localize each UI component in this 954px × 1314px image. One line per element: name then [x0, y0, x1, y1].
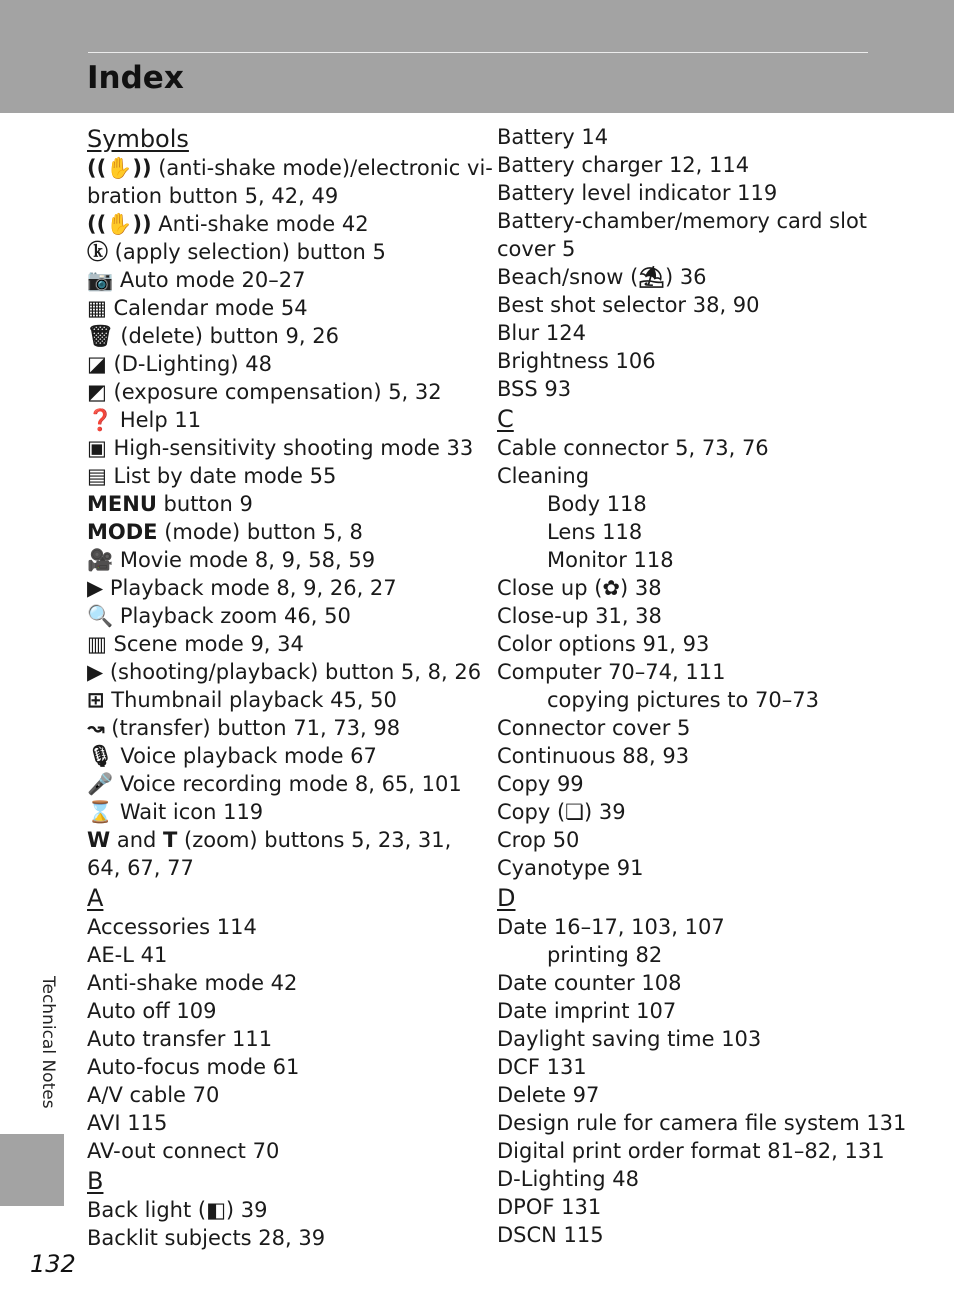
camera-symbol-icon: ◧ — [206, 1198, 226, 1222]
index-entry-text: Close-up 31, 38 — [497, 604, 662, 628]
camera-symbol-icon: 📷 — [87, 268, 114, 292]
camera-symbol-icon: ▶ — [87, 660, 104, 684]
index-entry — [497, 151, 937, 179]
camera-symbol-icon: ◩ — [87, 380, 107, 404]
index-entry-text: Calendar mode 54 — [106, 296, 308, 320]
camera-symbol-icon: ▤ — [87, 464, 107, 488]
index-entry — [497, 574, 937, 602]
index-entry — [87, 913, 472, 941]
index-column-right — [497, 123, 937, 1249]
index-entry-text: ) 39 — [583, 800, 626, 824]
index-entry-text: Date imprint 107 — [497, 999, 677, 1023]
index-entry — [497, 1221, 937, 1249]
index-entry — [87, 238, 472, 266]
index-entry-text: Cleaning — [497, 464, 590, 488]
index-entry-text: BSS 93 — [497, 377, 572, 401]
index-entry — [87, 1224, 472, 1252]
index-entry — [87, 630, 472, 658]
index-entry-text: Anti-shake mode 42 — [87, 971, 298, 995]
camera-symbol-icon: MENU — [87, 492, 157, 516]
index-entry — [497, 602, 937, 630]
index-entry-text: Playback mode 8, 9, 26, 27 — [103, 576, 397, 600]
index-entry-text: Voice playback mode 67 — [113, 744, 377, 768]
index-subentry — [497, 941, 937, 969]
camera-symbol-icon: ((✋)) — [87, 212, 152, 236]
index-entry-text: Cable connector 5, 73, 76 — [497, 436, 769, 460]
camera-symbol-icon: ❏ — [565, 800, 584, 824]
index-entry — [497, 1053, 937, 1081]
index-entry — [87, 658, 482, 686]
index-entry — [497, 291, 937, 319]
header-rule — [88, 52, 868, 53]
index-entry-text: Connector cover 5 — [497, 716, 691, 740]
index-entry — [87, 997, 472, 1025]
index-entry — [87, 1137, 472, 1165]
index-entry-text: Beach/snow ( — [497, 265, 639, 289]
index-entry-text: (shooting/playback) button 5, 8, 26 — [103, 660, 482, 684]
index-entry — [497, 826, 937, 854]
index-entry — [87, 714, 472, 742]
section-tab — [0, 1134, 64, 1206]
camera-symbol-icon: 🎤 — [87, 772, 114, 796]
index-entry — [497, 1081, 937, 1109]
index-entry-text: Thumbnail playback 45, 50 — [104, 688, 397, 712]
index-entry-text: A — [87, 884, 104, 912]
index-entry — [87, 378, 472, 406]
index-entry-text: High-sensitivity shooting mode 33 — [106, 436, 474, 460]
index-entry-text: (delete) button 9, 26 — [113, 324, 339, 348]
index-entry-text: Backlit subjects 28, 39 — [87, 1226, 326, 1250]
index-entry — [497, 658, 937, 686]
index-entry-text: Scene mode 9, 34 — [106, 632, 304, 656]
index-entry — [497, 1193, 937, 1221]
index-entry-text: Best shot selector 38, 90 — [497, 293, 760, 317]
index-entry — [87, 294, 472, 322]
index-entry — [87, 770, 472, 798]
index-entry — [497, 630, 937, 658]
index-entry — [497, 997, 937, 1025]
index-entry-text: 64, 67, 77 — [87, 856, 194, 880]
index-entry — [87, 434, 472, 462]
index-entry — [87, 854, 472, 882]
index-entry-text: Close up ( — [497, 576, 603, 600]
camera-symbol-icon: ↝ — [87, 716, 105, 740]
index-entry — [87, 602, 472, 630]
index-entry-text: Date counter 108 — [497, 971, 682, 995]
index-entry — [497, 1109, 937, 1137]
camera-symbol-icon: ▶ — [87, 576, 104, 600]
index-entry-text: ) 39 — [225, 1198, 268, 1222]
index-entry-text: C — [497, 405, 514, 433]
index-entry-text: Brightness 106 — [497, 349, 656, 373]
index-entry-text: Symbols — [87, 125, 189, 153]
index-entry-text: (mode) button 5, 8 — [157, 520, 363, 544]
index-entry — [87, 1109, 472, 1137]
index-entry — [497, 319, 937, 347]
index-entry-text: (anti-shake mode)/electronic vi- — [151, 156, 493, 180]
index-entry-text: Help 11 — [113, 408, 202, 432]
index-entry — [87, 266, 472, 294]
index-entry-text: Daylight saving time 103 — [497, 1027, 762, 1051]
index-entry-text: Continuous 88, 93 — [497, 744, 690, 768]
index-entry — [87, 1053, 472, 1081]
index-entry-text: copying pictures to 70–73 — [547, 688, 819, 712]
index-entry — [497, 770, 937, 798]
index-entry-text: D — [497, 884, 516, 912]
index-entry — [87, 462, 472, 490]
index-entry-text: (exposure compensation) 5, 32 — [106, 380, 442, 404]
index-entry — [87, 941, 472, 969]
camera-symbol-icon: ⓚ — [87, 240, 108, 264]
camera-symbol-icon: ⊞ — [87, 688, 105, 712]
index-entry-text: Date 16–17, 103, 107 — [497, 915, 725, 939]
index-entry-text: bration button 5, 42, 49 — [87, 184, 339, 208]
index-subentry — [497, 518, 937, 546]
camera-symbol-icon: ⛱ — [638, 265, 665, 289]
camera-symbol-icon: ❓ — [87, 408, 114, 432]
index-entry-text: Digital print order format 81–82, 131 — [497, 1139, 885, 1163]
index-letter-heading — [497, 403, 937, 434]
index-entry — [497, 434, 937, 462]
camera-symbol-icon: 🗑 — [87, 324, 114, 348]
index-entry-text: Copy 99 — [497, 772, 584, 796]
index-letter-heading — [497, 882, 937, 913]
index-entry — [497, 462, 937, 490]
index-letter-heading — [87, 882, 472, 913]
index-entry-text: DSCN 115 — [497, 1223, 604, 1247]
index-letter-heading — [87, 123, 472, 154]
camera-symbol-icon: 🎙 — [87, 744, 114, 768]
index-entry — [87, 686, 472, 714]
index-entry — [87, 574, 472, 602]
camera-symbol-icon: ▦ — [87, 296, 107, 320]
index-entry-text: and — [110, 828, 164, 852]
index-entry — [87, 546, 472, 574]
index-entry-text: (apply selection) button 5 — [108, 240, 386, 264]
camera-symbol-icon: ✿ — [602, 576, 620, 600]
index-entry-text: ) 36 — [664, 265, 707, 289]
index-entry-text: Accessories 114 — [87, 915, 257, 939]
index-entry-text: Movie mode 8, 9, 58, 59 — [113, 548, 376, 572]
index-entry — [87, 322, 472, 350]
index-entry — [87, 182, 472, 210]
index-entry-text: Color options 91, 93 — [497, 632, 710, 656]
index-entry-text: DCF 131 — [497, 1055, 587, 1079]
index-entry — [87, 350, 472, 378]
index-entry-text: Playback zoom 46, 50 — [113, 604, 351, 628]
index-subentry — [497, 546, 937, 574]
index-subentry — [497, 490, 937, 518]
index-entry-text: Anti-shake mode 42 — [151, 212, 369, 236]
index-entry-text: ) 38 — [620, 576, 662, 600]
index-entry — [497, 1137, 937, 1165]
camera-symbol-icon: 🔍 — [87, 604, 114, 628]
camera-symbol-icon: ▣ — [87, 436, 107, 460]
index-entry-text: Back light ( — [87, 1198, 207, 1222]
index-entry — [87, 969, 472, 997]
index-entry-text: A/V cable 70 — [87, 1083, 220, 1107]
index-entry-text: Copy ( — [497, 800, 566, 824]
index-entry-text: Battery-chamber/memory card slot — [497, 209, 868, 233]
page-title: Index — [87, 60, 184, 96]
index-entry-text: B — [87, 1167, 104, 1195]
index-entry — [497, 375, 937, 403]
index-entry — [497, 263, 937, 291]
index-entry-text: Battery level indicator 119 — [497, 181, 778, 205]
index-entry — [497, 913, 937, 941]
index-entry — [87, 1196, 472, 1224]
index-entry-text: Wait icon 119 — [113, 800, 264, 824]
index-entry-text: Computer 70–74, 111 — [497, 660, 726, 684]
index-entry — [87, 798, 472, 826]
index-entry-text: Auto off 109 — [87, 999, 217, 1023]
index-entry — [87, 210, 472, 238]
index-entry-text: Lens 118 — [547, 520, 643, 544]
index-entry-text: Monitor 118 — [547, 548, 674, 572]
index-entry-text: (zoom) buttons 5, 23, 31, — [177, 828, 452, 852]
index-entry — [87, 490, 472, 518]
index-entry — [497, 179, 937, 207]
section-side-label: Technical Notes — [38, 976, 58, 1109]
index-entry-text: cover 5 — [497, 237, 576, 261]
index-entry-text: Blur 124 — [497, 321, 586, 345]
page-number: 132 — [30, 1250, 76, 1278]
page-header-band — [0, 0, 954, 113]
camera-symbol-icon: T — [163, 828, 178, 852]
index-entry — [497, 714, 937, 742]
index-entry-text: List by date mode 55 — [106, 464, 337, 488]
index-entry — [497, 854, 937, 882]
camera-symbol-icon: ▥ — [87, 632, 107, 656]
index-entry — [87, 742, 472, 770]
index-entry — [87, 518, 472, 546]
index-entry-text: Auto mode 20–27 — [113, 268, 306, 292]
index-entry-text: Auto transfer 111 — [87, 1027, 273, 1051]
index-entry — [497, 1025, 937, 1053]
index-entry — [87, 826, 472, 854]
index-column-left — [87, 123, 493, 1252]
camera-symbol-icon: 🎥 — [87, 548, 114, 572]
index-entry-text: Crop 50 — [497, 828, 580, 852]
index-entry — [87, 1025, 472, 1053]
index-entry-text: Cyanotype 91 — [497, 856, 644, 880]
index-entry-text: (D-Lighting) 48 — [106, 352, 272, 376]
index-entry — [87, 1081, 472, 1109]
index-entry-text: AV-out connect 70 — [87, 1139, 280, 1163]
index-subentry — [497, 686, 937, 714]
index-entry-text: Delete 97 — [497, 1083, 600, 1107]
camera-symbol-icon: W — [87, 828, 111, 852]
index-entry-text: DPOF 131 — [497, 1195, 602, 1219]
index-entry — [497, 969, 937, 997]
camera-symbol-icon: ⌛ — [87, 800, 114, 824]
camera-symbol-icon: MODE — [87, 520, 158, 544]
index-entry-text: Design rule for camera file system 131 — [497, 1111, 907, 1135]
index-entry-text: Auto-focus mode 61 — [87, 1055, 300, 1079]
index-entry — [497, 123, 937, 151]
index-entry — [497, 347, 937, 375]
index-entry-text: AE-L 41 — [87, 943, 168, 967]
index-entry-text: (transfer) button 71, 73, 98 — [104, 716, 401, 740]
index-entry — [497, 1165, 937, 1193]
index-entry — [497, 742, 937, 770]
camera-symbol-icon: ((✋)) — [87, 156, 152, 180]
index-entry-text: printing 82 — [547, 943, 663, 967]
index-entry-text: D-Lighting 48 — [497, 1167, 640, 1191]
index-entry — [497, 235, 937, 263]
index-entry — [87, 154, 493, 182]
index-entry-text: Battery charger 12, 114 — [497, 153, 750, 177]
index-letter-heading — [87, 1165, 472, 1196]
index-entry-text: Body 118 — [547, 492, 647, 516]
index-entry-text: Voice recording mode 8, 65, 101 — [113, 772, 462, 796]
camera-symbol-icon: ◪ — [87, 352, 107, 376]
index-entry-text: AVI 115 — [87, 1111, 168, 1135]
index-entry — [497, 798, 937, 826]
index-entry — [497, 207, 937, 235]
index-entry-text: button 9 — [156, 492, 253, 516]
index-entry-text: Battery 14 — [497, 125, 609, 149]
index-entry — [87, 406, 472, 434]
